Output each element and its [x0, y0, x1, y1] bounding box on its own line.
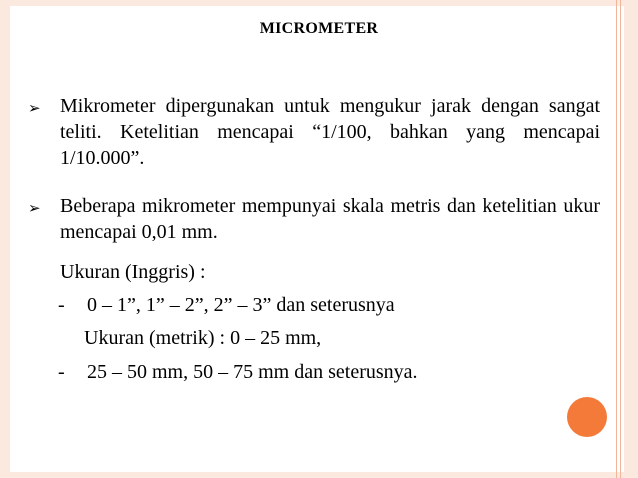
bullet-text-2: Beberapa mikrometer mempunyai skala metris dan ketelitian ukur mencapai 0,01 mm.: [60, 195, 600, 243]
inggris-dash: -: [58, 294, 65, 316]
arrow-bullet-icon: ➢: [28, 99, 41, 117]
ukuran-metrik-label: Ukuran (metrik) : 0 – 25 mm,: [84, 327, 322, 349]
metrik-dash: -: [58, 361, 65, 383]
inggris-values: 0 – 1”, 1” – 2”, 2” – 3” dan seterusnya: [87, 294, 395, 316]
top-border: [0, 0, 638, 6]
slide-title: MICROMETER: [259, 20, 379, 37]
orange-circle-decoration: [567, 397, 607, 437]
metrik-values: 25 – 50 mm, 50 – 75 mm dan seterusnya.: [87, 361, 418, 383]
arrow-bullet-icon: ➢: [28, 199, 41, 217]
right-accent-line-2: [620, 0, 621, 478]
bottom-border: [0, 472, 638, 478]
left-border: [0, 0, 10, 478]
ukuran-inggris-label: Ukuran (Inggris) :: [60, 261, 206, 283]
bullet-text-1: Mikrometer dipergunakan untuk mengukur jarak dengan sangat teliti. Ketelitian mencapai “1/100, bahkan yang mencapai 1/10.000”.: [60, 95, 600, 169]
right-accent-line: [616, 0, 617, 478]
right-border: [624, 0, 638, 478]
